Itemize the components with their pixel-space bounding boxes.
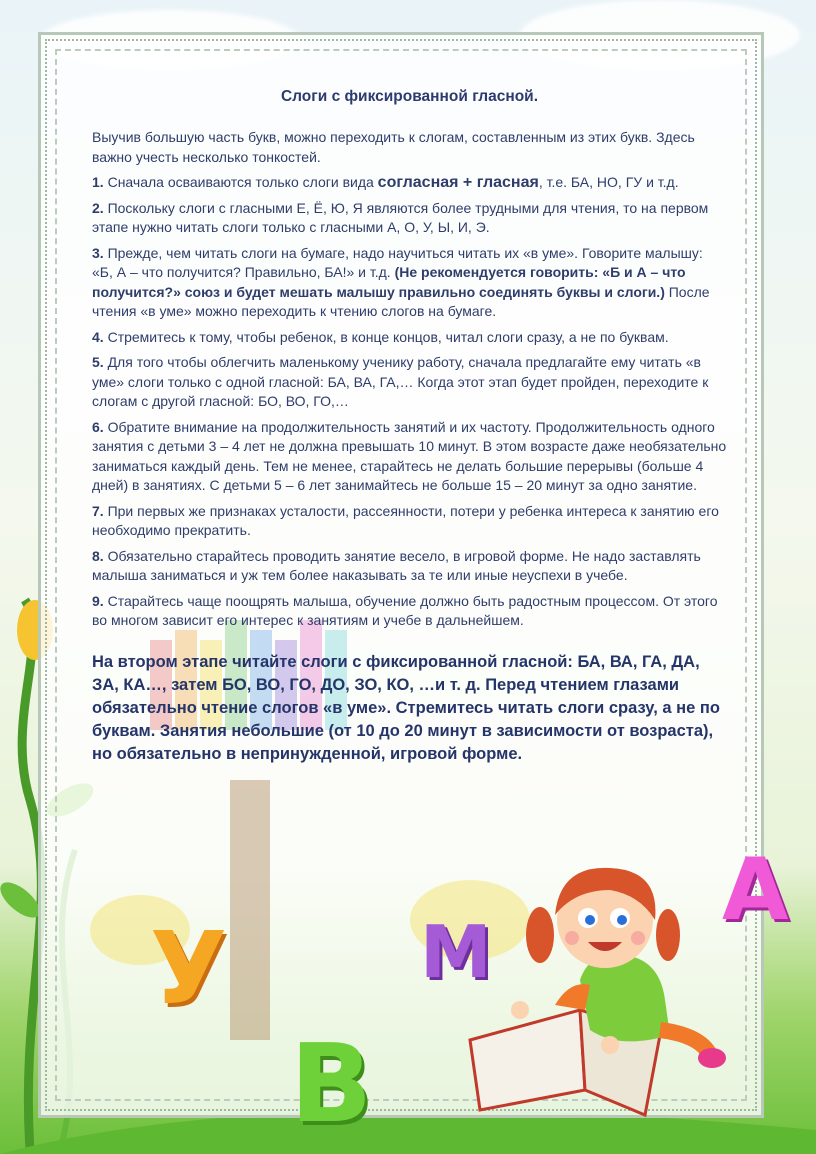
list-item: 7. При первых же признаках усталости, рассеянности, потери у ребенка интереса к занятию его необходимо прекратить. bbox=[92, 502, 719, 538]
letter-m-icon: М bbox=[420, 910, 492, 994]
letter-a-icon: А bbox=[722, 840, 789, 940]
summary-paragraph: На втором этапе читайте слоги с фиксированной гласной: БА, ВА, ГА, ДА, ЗА, КА…, затем БО, ВО, ГО, ДО, ЗО, КО, …и т. д. Перед чтением глазами обязательно чтение слогов «в уме». Стремитесь читать слоги сразу, а не по буквам. Занятия небольшие (от 10 до 20 минут в зависимости от возраста), но обязательно в непринужденной, игровой форме. bbox=[92, 652, 720, 763]
list-item: 8. Обязательно старайтесь проводить занятие весело, в игровой форме. Не надо заставлять малыша заниматься и уж тем более наказывать за те или иные неуспехи в учебе. bbox=[92, 547, 701, 583]
girl-reading-illustration bbox=[460, 860, 730, 1120]
letter-v-icon: В bbox=[290, 1022, 373, 1147]
intro-paragraph: Выучив большую часть букв, можно переходить к слогам, составленным из этих букв. Здесь важно учесть несколько тонкостей. bbox=[92, 129, 695, 165]
article bbox=[92, 88, 727, 766]
list-item: 2. Поскольку слоги с гласными Е, Ё, Ю, Я являются более трудными для чтения, то на первом этапе нужно читать слоги только с гласными А, О, У, Ы, И, Э. bbox=[92, 199, 709, 235]
letter-u-icon: У bbox=[150, 910, 228, 1027]
list-item: 6. Обратите внимание на продолжительность занятий и их частоту. Продолжительность одного занятия с детьми 3 – 4 лет не должна превышать 10 минут. В этом возрасте даже необязательно заниматься каждый день. Тем не менее, старайтесь не делать большие перерывы (больше 4 дней) в занятиях. С детьми 5 – 6 лет занимайтесь не больше 15 – 20 минут за одно занятие. bbox=[92, 418, 727, 493]
list-item: 9. Старайтесь чаще поощрять малыша, обучение должно быть радостным процессом. От этого во многом зависит его интерес к занятиям и учебе в дальнейшем. bbox=[92, 592, 718, 628]
list-item: 1. Сначала осваиваются только слоги вида согласная + гласная, т.е. БА, НО, ГУ и т.д. bbox=[92, 174, 679, 191]
page-title: Слоги с фиксированной гласной. bbox=[280, 88, 539, 105]
list-item: 4. Стремитесь к тому, чтобы ребенок, в конце концов, читал слоги сразу, а не по буквам. bbox=[92, 328, 669, 345]
list-item: 5. Для того чтобы облегчить маленькому ученику работу, сначала предлагайте ему читать «в уме» слоги только с одной гласной: БА, ВА, ГА,… Когда этот этап будет пройден, переходите к слогам с другой гласной: БО, ВО, ГО,… bbox=[92, 354, 709, 409]
list-item: 3. Прежде, чем читать слоги на бумаге, надо научиться читать их «в уме». Говорите малышу: «Б, А – что получится? Правильно, БА!» и т.д. (Не рекомендуется говорить: «Б и А – что получится?» союз и будет мешать малышу правильно соединять буквы и слоги.) После чтения «в уме» можно переходить к чтению слогов на бумаге. bbox=[92, 244, 710, 319]
